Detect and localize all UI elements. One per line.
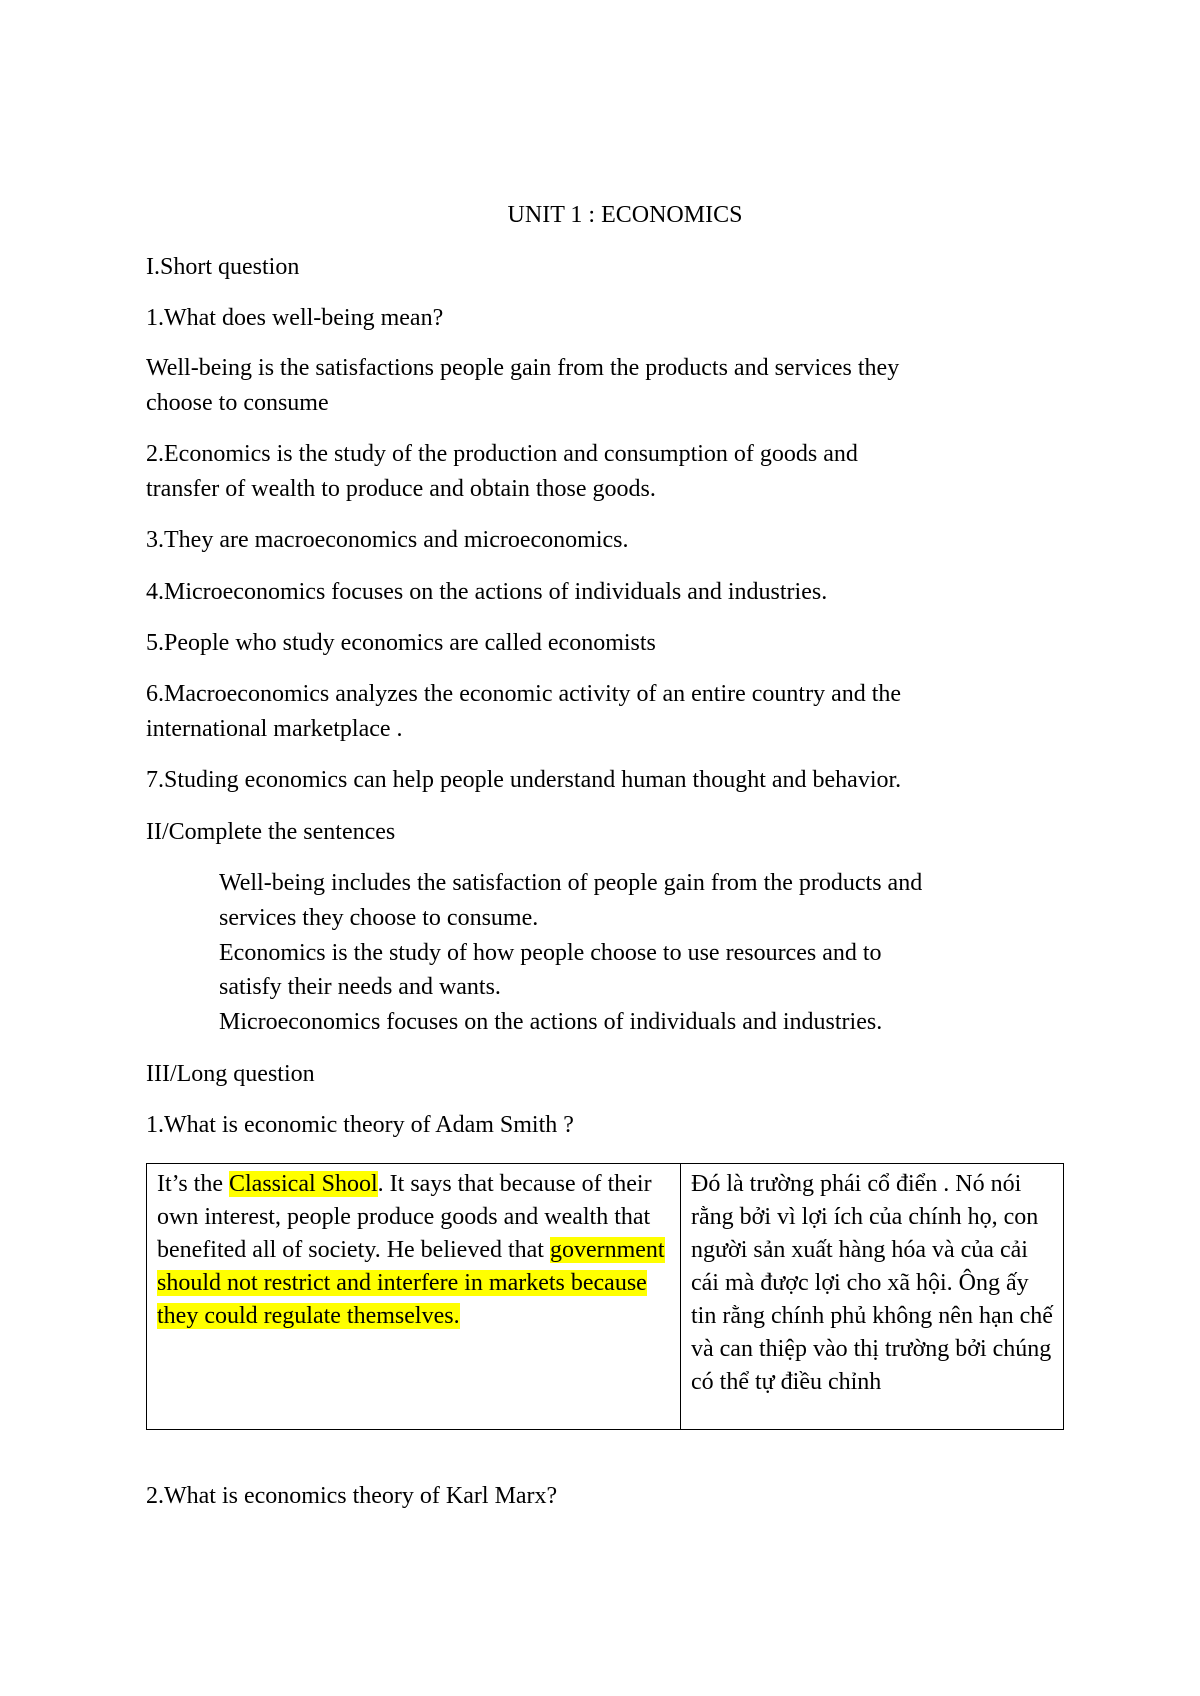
- highlighted-government-clause: government should not restrict and interfere in markets because they could regulate themselves.: [157, 1237, 665, 1329]
- highlighted-classical-school: Classical Shool: [229, 1171, 378, 1197]
- table-cell-vietnamese: Đó là trường phái cổ điển . Nó nói rằng bởi vì lợi ích của chính họ, con người sản xuất hàng hóa và của cải cái mà được lợi cho xã hội. Ông ấy tin rằng chính phủ không nên hạn chế và can thiệp vào thị trường bởi chúng có thể tự điều chỉnh: [691, 1171, 1053, 1395]
- complete-sentence-line-4: satisfy their needs and wants.: [219, 974, 501, 1000]
- answer-5: 5.People who study economics are called economists: [146, 630, 656, 656]
- answer-1-line-1: Well-being is the satisfactions people gain from the products and services they: [146, 355, 900, 381]
- answer-7: 7.Studing economics can help people understand human thought and behavior.: [146, 767, 902, 793]
- answer-1-line-2: choose to consume: [146, 390, 329, 416]
- answer-2-line-1: 2.Economics is the study of the production and consumption of goods and: [146, 441, 858, 467]
- complete-sentence-line-2: services they choose to consume.: [219, 905, 539, 931]
- answer-2-line-2: transfer of wealth to produce and obtain those goods.: [146, 476, 656, 502]
- answer-6-line-2: international marketplace .: [146, 716, 403, 742]
- answer-4: 4.Microeconomics focuses on the actions of individuals and industries.: [146, 579, 828, 605]
- answer-table: [146, 1163, 1064, 1430]
- answer-3: 3.They are macroeconomics and microeconomics.: [146, 527, 629, 553]
- english-text-middle: . It says that because of their own interest, people produce goods and wealth that benefited all of society. He believed that: [157, 1171, 652, 1263]
- long-question-1: 1.What is economic theory of Adam Smith ?: [146, 1112, 574, 1138]
- long-question-2: 2.What is economics theory of Karl Marx?: [146, 1483, 558, 1509]
- answer-6-line-1: 6.Macroeconomics analyzes the economic activity of an entire country and the: [146, 681, 902, 707]
- table-cell-english: [147, 1164, 681, 1429]
- complete-sentence-line-3: Economics is the study of how people choose to use resources and to: [219, 940, 882, 966]
- question-1: 1.What does well-being mean?: [146, 305, 444, 331]
- complete-sentence-line-5: Microeconomics focuses on the actions of individuals and industries.: [219, 1009, 883, 1035]
- section-heading-long-question: III/Long question: [146, 1061, 315, 1087]
- complete-sentence-line-1: Well-being includes the satisfaction of people gain from the products and: [219, 870, 923, 896]
- section-heading-complete-sentences: II/Complete the sentences: [146, 819, 396, 845]
- page-title: UNIT 1 : ECONOMICS: [507, 202, 743, 228]
- english-text-prefix: It’s the: [157, 1171, 229, 1197]
- section-heading-short-question: I.Short question: [146, 254, 300, 280]
